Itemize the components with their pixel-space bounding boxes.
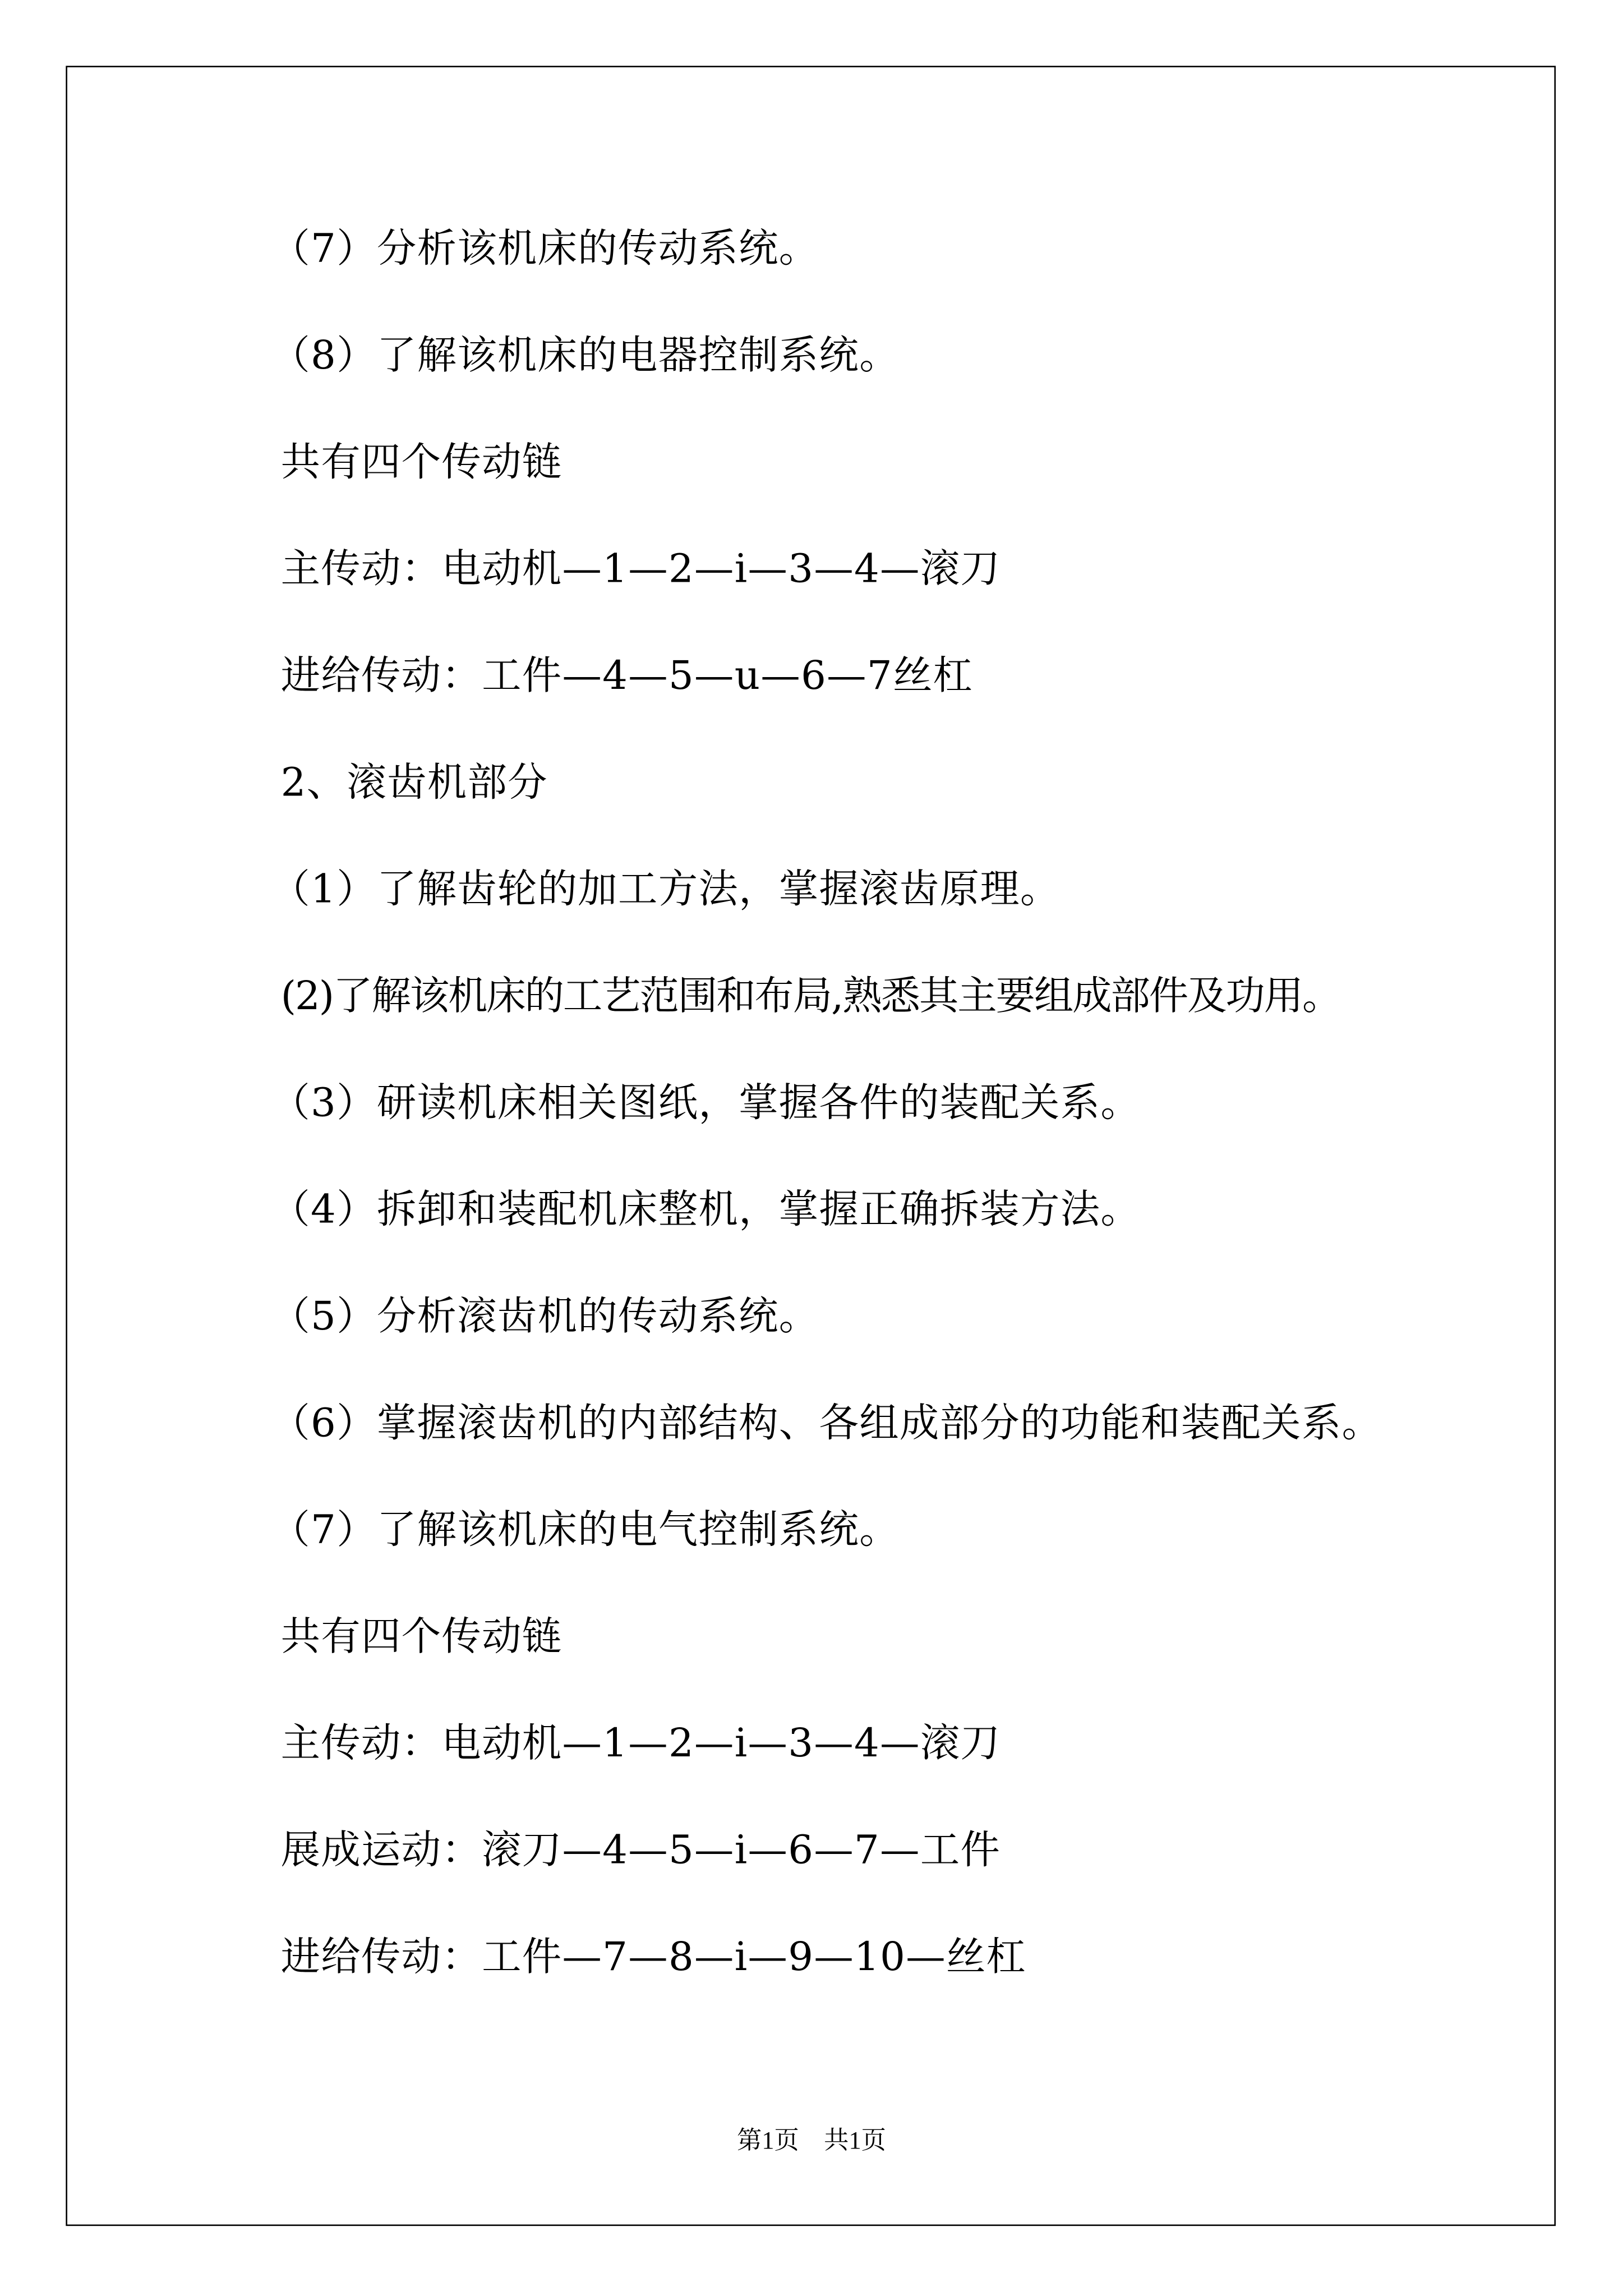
text-line: 共有四个传动链 bbox=[280, 440, 562, 486]
text-line: （5）分析滚齿机的传动系统。 bbox=[270, 1294, 819, 1340]
text-line: （6）掌握滚齿机的内部结构、各组成部分的功能和装配关系。 bbox=[270, 1401, 1382, 1447]
text-line: 主传动：电动机—1—2—i—3—4—滚刀 bbox=[280, 547, 1001, 592]
text-line: （4）拆卸和装配机床整机，掌握正确拆装方法。 bbox=[270, 1188, 1141, 1233]
text-line: 进给传动：工件—7—8—i—9—10—丝杠 bbox=[280, 1935, 1027, 1981]
text-line: 进给传动：工件—4—5—u—6—7丝杠 bbox=[280, 654, 974, 700]
text-line: 展成运动：滚刀—4—5—i—6—7—工件 bbox=[280, 1828, 1001, 1874]
text-line: （8）了解该机床的电器控制系统。 bbox=[270, 333, 900, 379]
text-line: 共有四个传动链 bbox=[280, 1614, 562, 1660]
page-border bbox=[66, 66, 1556, 2226]
page-footer: 第1页 共1页 bbox=[737, 2126, 886, 2155]
text-line: （3）研读机床相关图纸，掌握各件的装配关系。 bbox=[270, 1080, 1141, 1126]
text-line: 2、滚齿机部分 bbox=[280, 760, 548, 806]
text-line: （7）了解该机床的电气控制系统。 bbox=[270, 1508, 900, 1553]
text-line: 主传动：电动机—1—2—i—3—4—滚刀 bbox=[280, 1721, 1001, 1767]
text-line: （7）分析该机床的传动系统。 bbox=[270, 227, 819, 272]
text-line: (2)了解该机床的工艺范围和布局,熟悉其主要组成部件及功用。 bbox=[280, 974, 1341, 1020]
text-line: （1）了解齿轮的加工方法，掌握滚齿原理。 bbox=[270, 867, 1061, 913]
